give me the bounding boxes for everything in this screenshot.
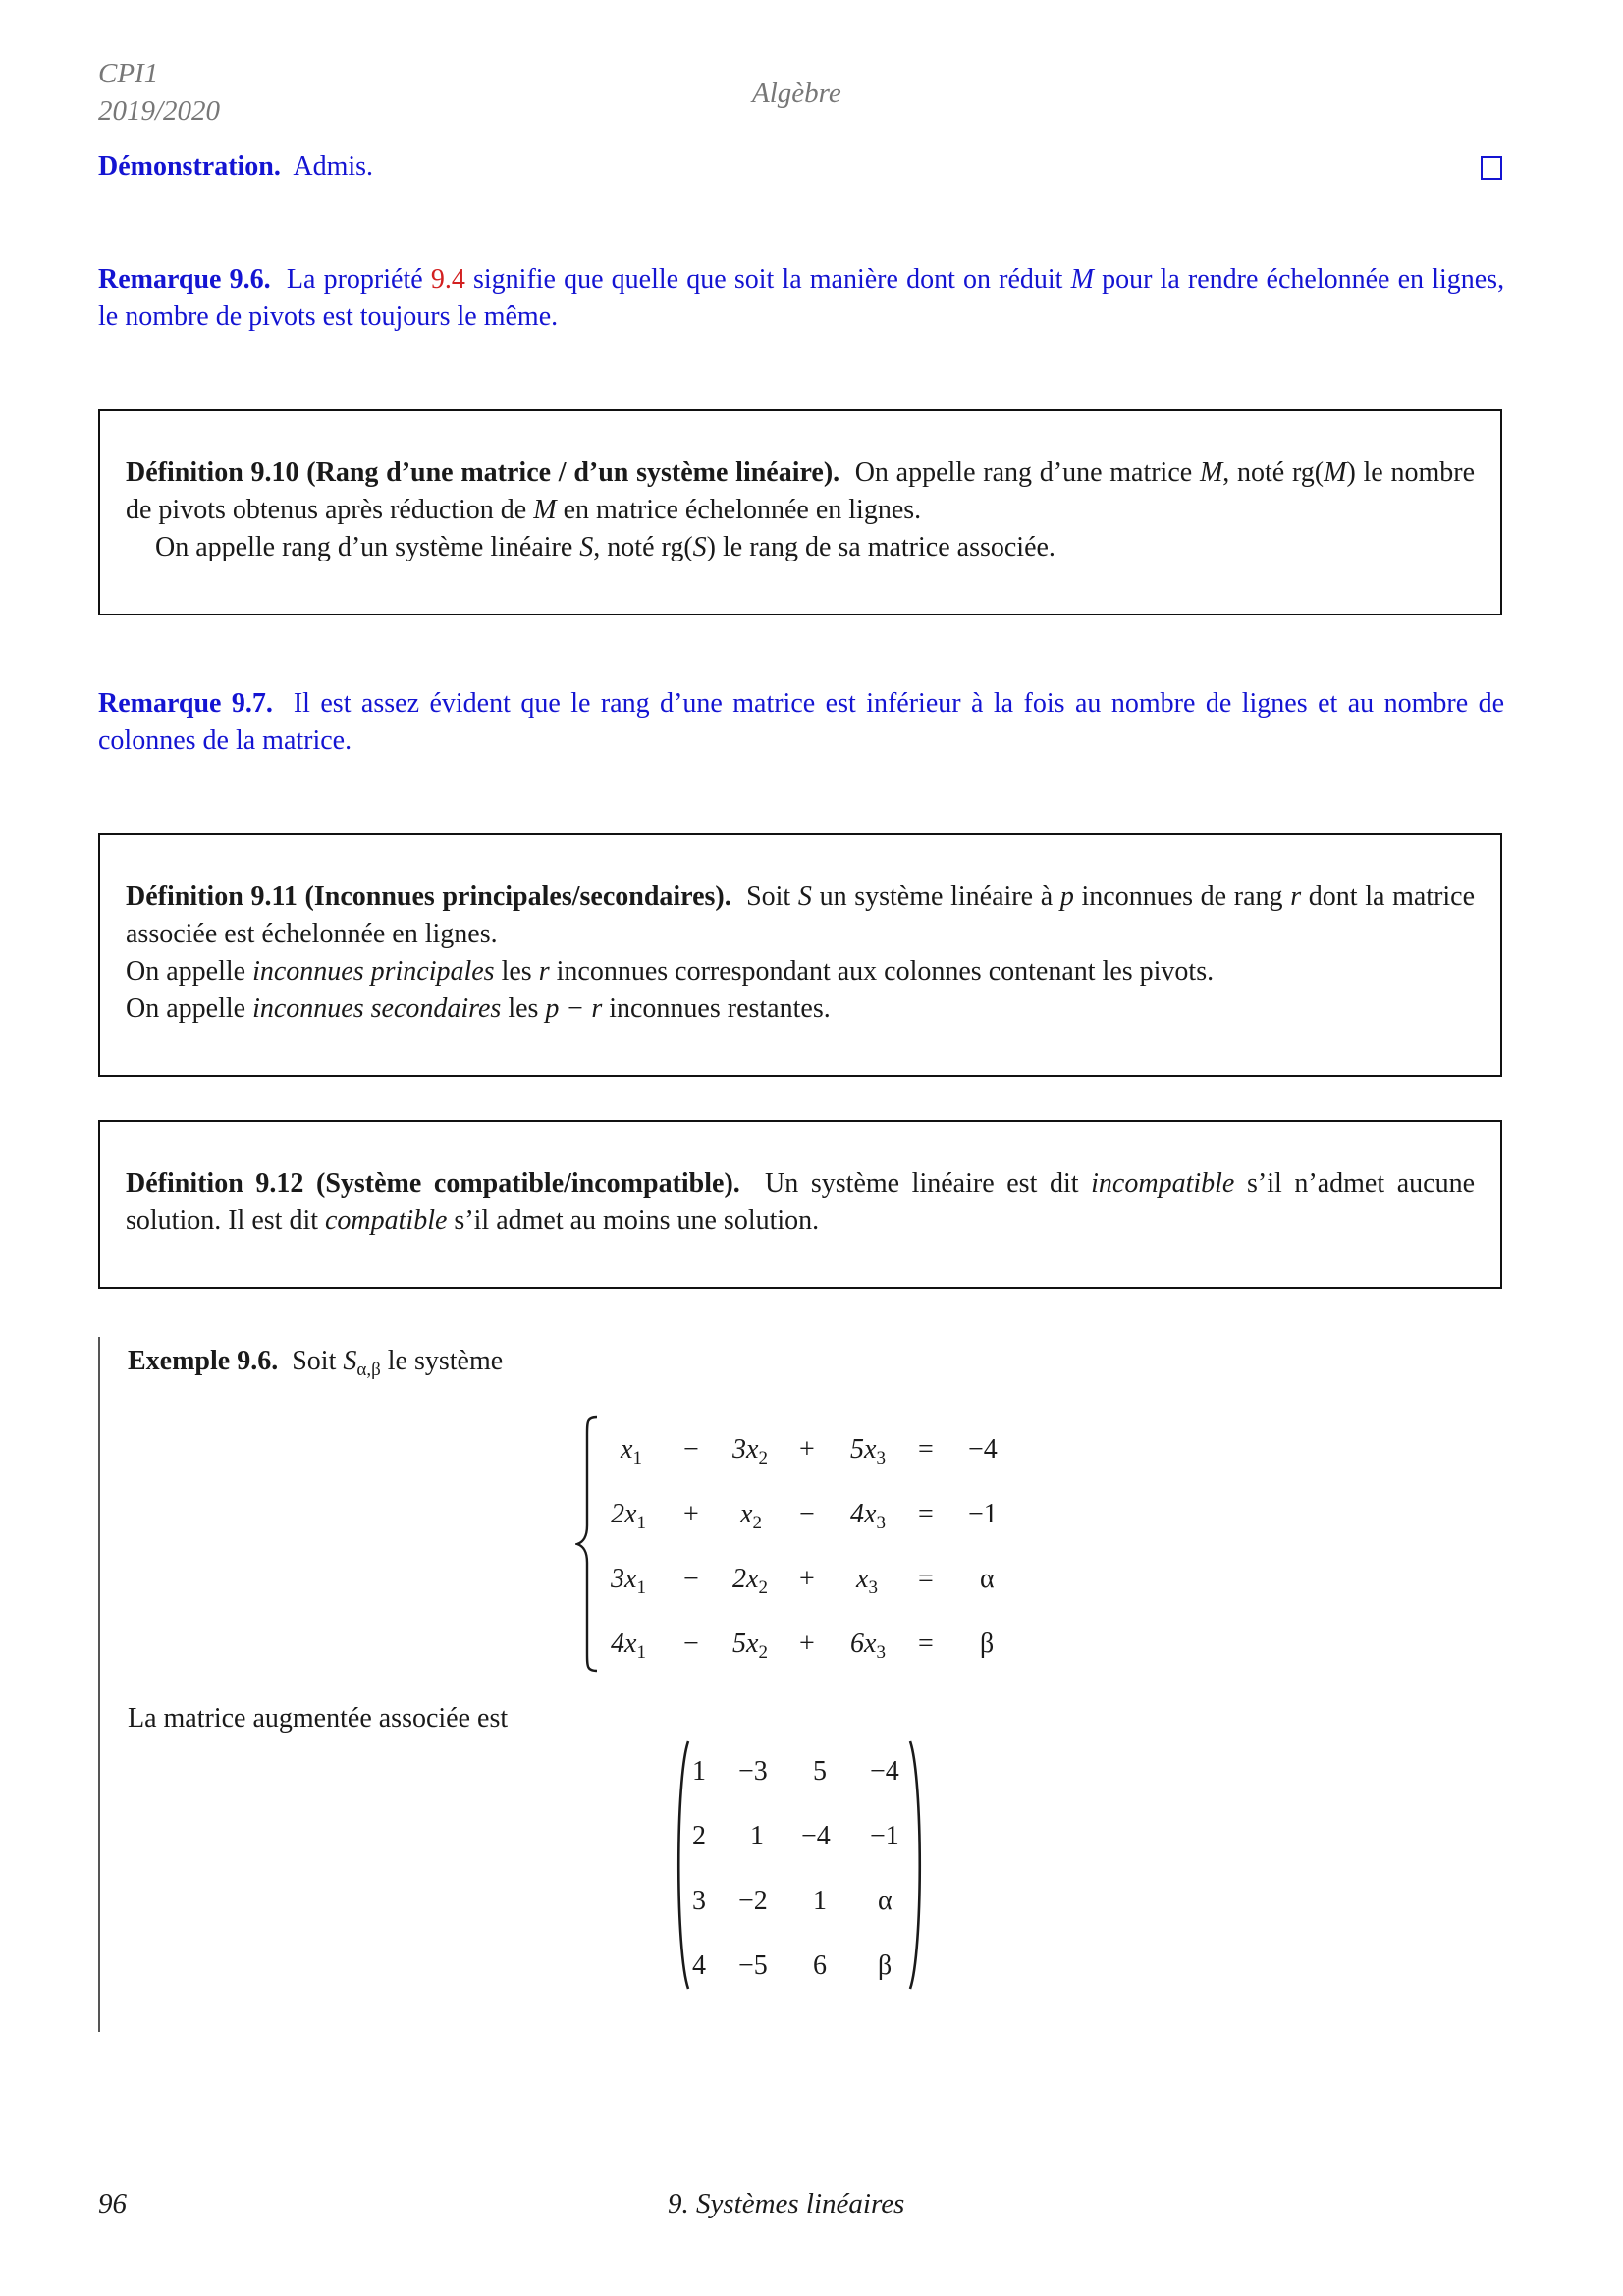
definition-label: Définition 9.12 (Système compatible/incompatible). <box>126 1168 740 1199</box>
math-expression: p − r <box>545 993 603 1024</box>
emphasis: compatible <box>325 1205 448 1236</box>
math-var: S <box>692 532 707 562</box>
definition-9-12-box <box>98 1120 1502 1289</box>
math-var: M <box>533 495 557 525</box>
system-rhs: −1 <box>968 1499 998 1529</box>
matrix-cell: 1 <box>692 1756 706 1787</box>
remark-text: La propriété <box>286 264 423 294</box>
system-operator: + <box>683 1499 699 1529</box>
matrix-cell: −1 <box>870 1821 899 1851</box>
emphasis: incompatible <box>1091 1168 1235 1199</box>
definition-text: les <box>501 956 532 987</box>
system-term: $5x_2$ <box>732 1629 768 1663</box>
example-9-6-intro <box>128 1343 503 1380</box>
matrix-cell: 4 <box>692 1950 706 1981</box>
definition-9-10-box <box>98 409 1502 615</box>
definition-label: Définition 9.11 (Inconnues principales/secondaires). <box>126 881 731 912</box>
remark-text: pour la rendre échelonnée en lignes, le nombre de pivots est toujours le même. <box>98 264 1505 332</box>
system-term: $6x_3$ <box>850 1629 886 1663</box>
definition-text: inconnues de rang <box>1081 881 1283 912</box>
demonstration-label: Démonstration. <box>98 151 281 182</box>
system-operator: + <box>799 1629 815 1659</box>
example-side-bar <box>98 1337 100 2032</box>
definition-text: s’il admet au moins une solution. <box>454 1205 820 1236</box>
demonstration <box>98 148 373 186</box>
definition-9-11-line-1 <box>126 879 1475 953</box>
math-var: p <box>1059 881 1074 912</box>
matrix-left-paren-icon <box>672 1739 691 1991</box>
math-var: S <box>797 881 812 912</box>
system-term: $3x_2$ <box>732 1434 768 1468</box>
definition-text: inconnues correspondant aux colonnes contenant les pivots. <box>556 956 1215 987</box>
remark-text: signifie que quelle que soit la manière dont on réduit <box>472 264 1063 294</box>
matrix-cell: β <box>878 1950 893 1981</box>
math-var: r <box>1290 881 1302 912</box>
demonstration-text: Admis. <box>293 151 374 182</box>
header-course: CPI1 <box>98 58 159 89</box>
definition-text: un système linéaire à <box>819 881 1054 912</box>
definition-9-10-second-paragraph <box>126 529 1475 566</box>
matrix-cell: α <box>878 1886 893 1916</box>
system-term: $2x_1$ <box>611 1499 646 1533</box>
remark-9-6 <box>98 261 1504 336</box>
system-operator: − <box>683 1564 699 1594</box>
definition-text: ) le nombre de pivots obtenus après réduction de <box>126 457 1475 525</box>
definition-9-11-box <box>98 833 1502 1077</box>
definition-text: dont la matrice associée est échelonnée en lignes. <box>126 881 1476 949</box>
system-rhs: −4 <box>968 1434 998 1465</box>
math-var: M <box>1070 264 1094 294</box>
definition-text: inconnues restantes. <box>609 993 831 1024</box>
definition-text: On appelle <box>126 993 246 1024</box>
matrix-cell: −2 <box>738 1886 768 1916</box>
definition-9-11-line-3 <box>126 990 1475 1028</box>
definition-text: On appelle rang d’une matrice <box>854 457 1193 488</box>
system-equals: = <box>918 1434 934 1465</box>
example-text: Soit <box>292 1346 337 1376</box>
definition-label: Définition 9.10 (Rang d’une matrice / d’un système linéaire). <box>126 457 840 488</box>
matrix-cell: 2 <box>692 1821 706 1851</box>
header-subject: Algèbre <box>752 78 841 109</box>
definition-9-11-line-2 <box>126 953 1475 990</box>
system-equals: = <box>918 1564 934 1594</box>
page-number: 96 <box>98 2188 127 2219</box>
system-term: $x_1$ <box>621 1434 642 1468</box>
definition-text: On appelle rang d’un système linéaire <box>155 532 573 562</box>
system-term: $5x_3$ <box>850 1434 886 1468</box>
system-operator: + <box>799 1434 815 1465</box>
example-text: le système <box>387 1346 504 1376</box>
left-brace-icon <box>575 1415 601 1673</box>
matrix-cell: −4 <box>870 1756 899 1787</box>
matrix-cell: 1 <box>750 1821 764 1851</box>
matrix-cell: 5 <box>813 1756 827 1787</box>
emphasis: inconnues secondaires <box>252 993 502 1024</box>
example-label: Exemple 9.6. <box>128 1346 279 1376</box>
system-term: $x_2$ <box>740 1499 762 1533</box>
system-term: $3x_1$ <box>611 1564 646 1598</box>
definition-text: , noté rg( <box>1222 457 1325 488</box>
system-term: $4x_3$ <box>850 1499 886 1533</box>
qed-square-icon <box>1481 156 1502 180</box>
math-var: M <box>1199 457 1223 488</box>
definition-text: Un système linéaire est dit <box>765 1168 1079 1199</box>
system-rhs: α <box>980 1564 995 1594</box>
system-operator: + <box>799 1564 815 1594</box>
matrix-intro: La matrice augmentée associée est <box>128 1703 509 1734</box>
system-operator: − <box>683 1434 699 1465</box>
math-var: S <box>343 1346 357 1376</box>
system-term: $4x_1$ <box>611 1629 646 1663</box>
system-term: $x_3$ <box>856 1564 878 1598</box>
definition-9-10-text <box>126 454 1475 529</box>
property-reference-link[interactable]: 9.4 <box>430 264 465 294</box>
math-var: S <box>579 532 594 562</box>
definition-text: s’il n’admet aucune solution. Il est dit <box>126 1168 1476 1236</box>
definition-text: , noté rg( <box>593 532 693 562</box>
footer-chapter: 9. Systèmes linéaires <box>668 2188 905 2219</box>
math-var: r <box>538 956 550 987</box>
remark-text: Il est assez évident que le rang d’une matrice est inférieur à la fois au nombre de lignes et au nombre de colonnes de la matrice. <box>98 688 1505 756</box>
definition-text: les <box>508 993 539 1024</box>
header-year: 2019/2020 <box>98 95 221 127</box>
system-operator: − <box>799 1499 815 1529</box>
definition-text: en matrice échelonnée en lignes. <box>563 495 922 525</box>
matrix-cell: −3 <box>738 1756 768 1787</box>
emphasis: inconnues principales <box>252 956 495 987</box>
matrix-cell: 3 <box>692 1886 706 1916</box>
system-equals: = <box>918 1499 934 1529</box>
remark-9-7 <box>98 685 1504 760</box>
matrix-cell: −4 <box>801 1821 831 1851</box>
definition-9-12-text <box>126 1165 1475 1240</box>
system-rhs: β <box>980 1629 995 1659</box>
math-subscript: α,β <box>356 1360 381 1380</box>
matrix-right-paren-icon <box>907 1739 927 1991</box>
math-var: M <box>1324 457 1347 488</box>
matrix-cell: 1 <box>813 1886 827 1916</box>
definition-text: Soit <box>746 881 791 912</box>
system-equals: = <box>918 1629 934 1659</box>
remark-label: Remarque 9.6. <box>98 264 271 294</box>
matrix-cell: −5 <box>738 1950 768 1981</box>
remark-label: Remarque 9.7. <box>98 688 273 719</box>
system-operator: − <box>683 1629 699 1659</box>
system-term: $2x_2$ <box>732 1564 768 1598</box>
definition-text: On appelle <box>126 956 246 987</box>
matrix-cell: 6 <box>813 1950 827 1981</box>
definition-text: ) le rang de sa matrice associée. <box>706 532 1055 562</box>
